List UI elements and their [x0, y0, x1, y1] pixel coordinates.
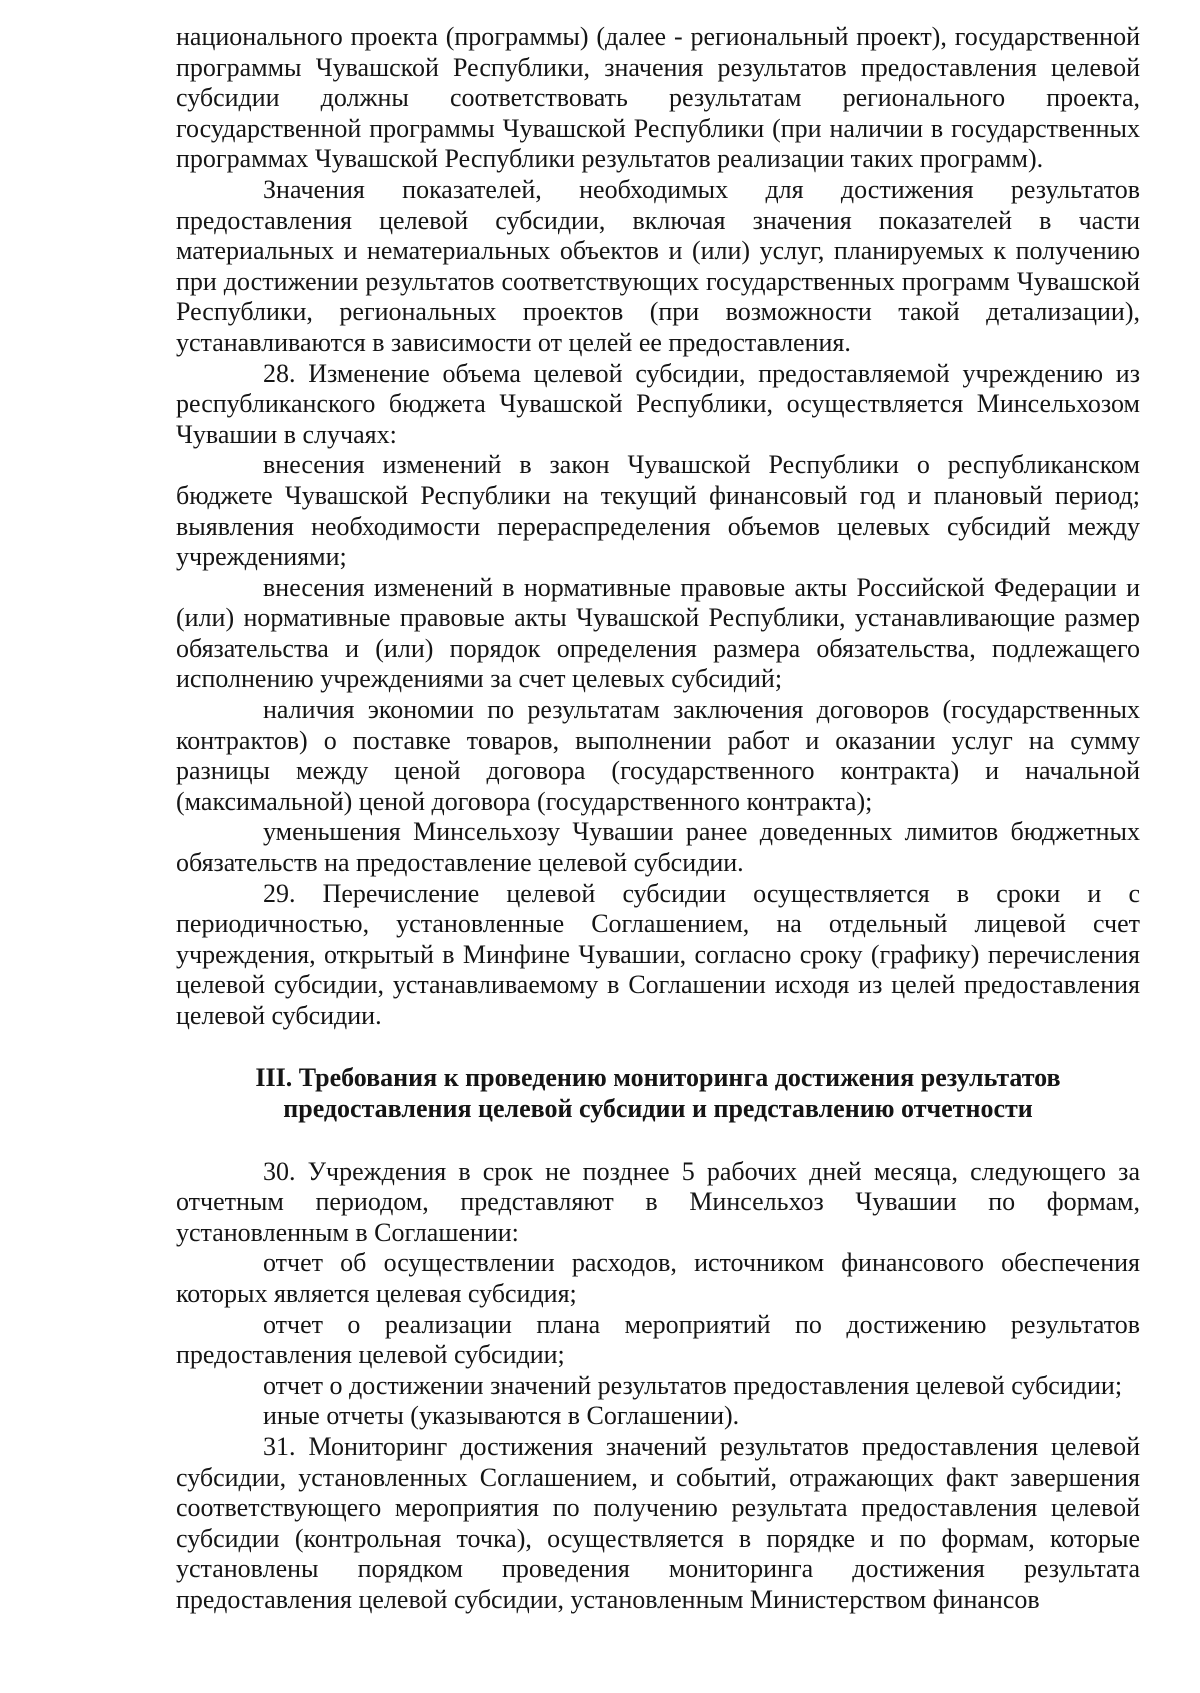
paragraph-30: 30. Учреждения в срок не позднее 5 рабочих дней месяца, следующего за отчетным периодом, представляют в Минсельхоз Чувашии по формам, установленным в Соглашении: — [176, 1156, 1140, 1247]
paragraph-29: 29. Перечисление целевой субсидии осуществляется в сроки и с периодичностью, установленные Соглашением, на отдельный лицевой счет учреждения, открытый в Минфине Чувашии, согласно сроку (графику) перечисления целевой субсидии, устанавливаемому в Соглашении исходя из целей предоставления целевой субсидии. — [176, 878, 1140, 1030]
paragraph-continuation: национального проекта (программы) (далее - региональный проект), государственной программы Чувашской Республики, значения результатов предоставления целевой субсидии должны соответствовать результатам регионального проекта, государственной программы Чувашской Республики (при наличии в государственных программах Чувашской Республики результатов реализации таких программ). — [176, 22, 1140, 174]
paragraph-31: 31. Мониторинг достижения значений результатов предоставления целевой субсидии, установленных Соглашением, и событий, отражающих факт завершения соответствующего мероприятия по получению результата предоставления целевой субсидии (контрольная точка), осуществляется в порядке и по формам, которые установлены порядком проведения мониторинга достижения результата предоставления целевой субсидии, установленным Министерством финансов — [176, 1431, 1140, 1614]
document-page — [176, 22, 1140, 1616]
paragraph-28-case-2: внесения изменений в нормативные правовые акты Российской Федерации и (или) нормативные правовые акты Чувашской Республики, устанавливающие размер обязательства и (или) порядок определения размера обязательства, подлежащего исполнению учреждениями за счет целевых субсидий; — [176, 572, 1140, 694]
section-heading — [176, 1062, 1140, 1124]
paragraph-30-report-3: отчет о достижении значений результатов предоставления целевой субсидии; — [263, 1370, 1123, 1400]
paragraph-28: 28. Изменение объема целевой субсидии, предоставляемой учреждению из республиканского бюджета Чувашской Республики, осуществляется Минсельхозом Чувашии в случаях: — [176, 358, 1140, 449]
paragraph-28-case-4: уменьшения Минсельхозу Чувашии ранее доведенных лимитов бюджетных обязательств на предоставление целевой субсидии. — [176, 817, 1140, 878]
section-heading-line-2: предоставления целевой субсидии и представлению отчетности — [283, 1093, 1033, 1123]
paragraph-30-report-2: отчет о реализации плана мероприятий по достижению результатов предоставления целевой субсидии; — [176, 1309, 1140, 1370]
paragraph-30-report-4: иные отчеты (указываются в Соглашении). — [263, 1401, 740, 1431]
paragraph-30-report-1: отчет об осуществлении расходов, источником финансового обеспечения которых является целевая субсидия; — [176, 1248, 1140, 1308]
paragraph-indicators: Значения показателей, необходимых для достижения результатов предоставления целевой субсидии, включая значения показателей в части материальных и нематериальных объектов и (или) услуг, планируемых к получению при достижении результатов соответствующих государственных программ Чувашской Республики, региональных проектов (при возможности такой детализации), устанавливаются в зависимости от целей ее предоставления. — [176, 174, 1140, 357]
paragraph-28-case-3: наличия экономии по результатам заключения договоров (государственных контрактов) о поставке товаров, выполнении работ и оказании услуг на сумму разницы между ценой договора (государственного контракта) и начальной (максимальной) ценой договора (государственного контракта); — [176, 695, 1140, 816]
paragraph-28-case-1: внесения изменений в закон Чувашской Республики о республиканском бюджете Чувашской Республики на текущий финансовый год и плановый период; выявления необходимости перераспределения объемов целевых субсидий между учреждениями; — [176, 450, 1140, 572]
section-heading-line-1: III. Требования к проведению мониторинга достижения результатов — [255, 1062, 1061, 1092]
